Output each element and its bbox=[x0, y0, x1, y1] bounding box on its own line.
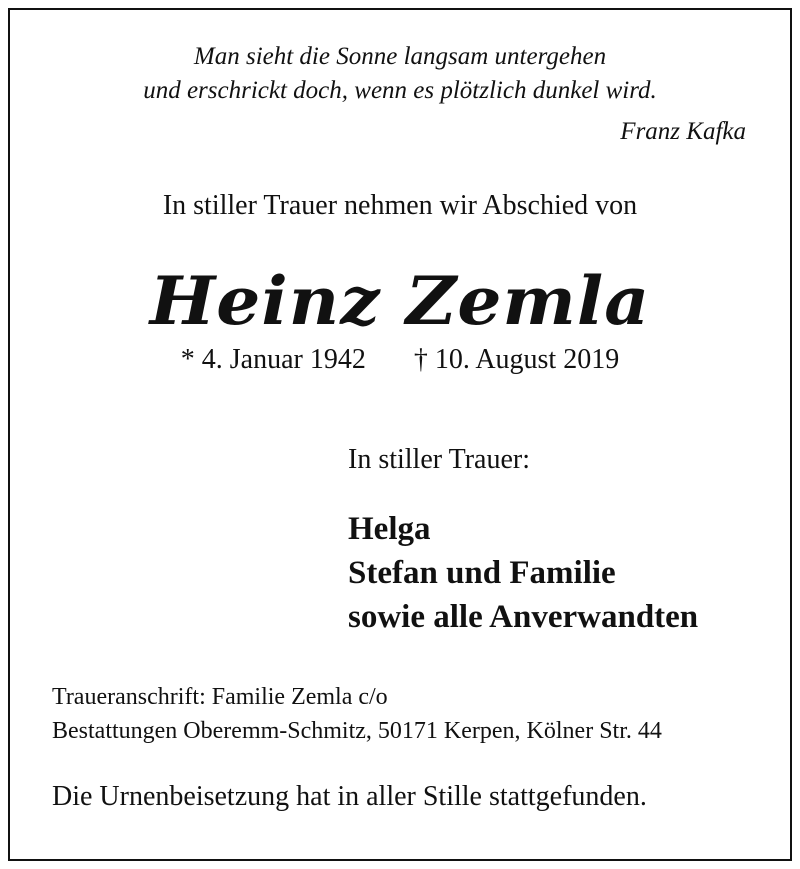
address-line-1: Traueranschrift: Familie Zemla c/o bbox=[52, 684, 388, 710]
address-line-2: Bestattungen Oberemm-Schmitz, 50171 Kerpen, Kölner Str. 44 bbox=[52, 718, 662, 744]
intro-text: In stiller Trauer nehmen wir Abschied von bbox=[162, 190, 638, 221]
mourner-name: Helga bbox=[348, 511, 431, 547]
birth-date: * 4. Januar 1942 bbox=[180, 344, 366, 375]
quote-line-1: Man sieht die Sonne langsam untergehen bbox=[193, 43, 607, 70]
mourner-name: sowie alle Anverwandten bbox=[348, 599, 699, 635]
kafka-quote bbox=[0, 40, 800, 108]
mourners-list bbox=[348, 507, 698, 639]
burial-note: Die Urnenbeisetzung hat in aller Stille stattgefunden. bbox=[52, 781, 647, 812]
death-date: † 10. August 2019 bbox=[413, 344, 620, 375]
mourner-name: Stefan und Familie bbox=[348, 555, 616, 591]
quote-author: Franz Kafka bbox=[620, 118, 746, 145]
deceased-name: Heinz Zemla bbox=[149, 262, 651, 340]
life-dates bbox=[0, 344, 800, 376]
quote-line-2: und erschrickt doch, wenn es plötzlich dunkel wird. bbox=[143, 77, 657, 104]
mourning-address bbox=[52, 680, 662, 748]
mourners-label: In stiller Trauer: bbox=[348, 444, 530, 475]
